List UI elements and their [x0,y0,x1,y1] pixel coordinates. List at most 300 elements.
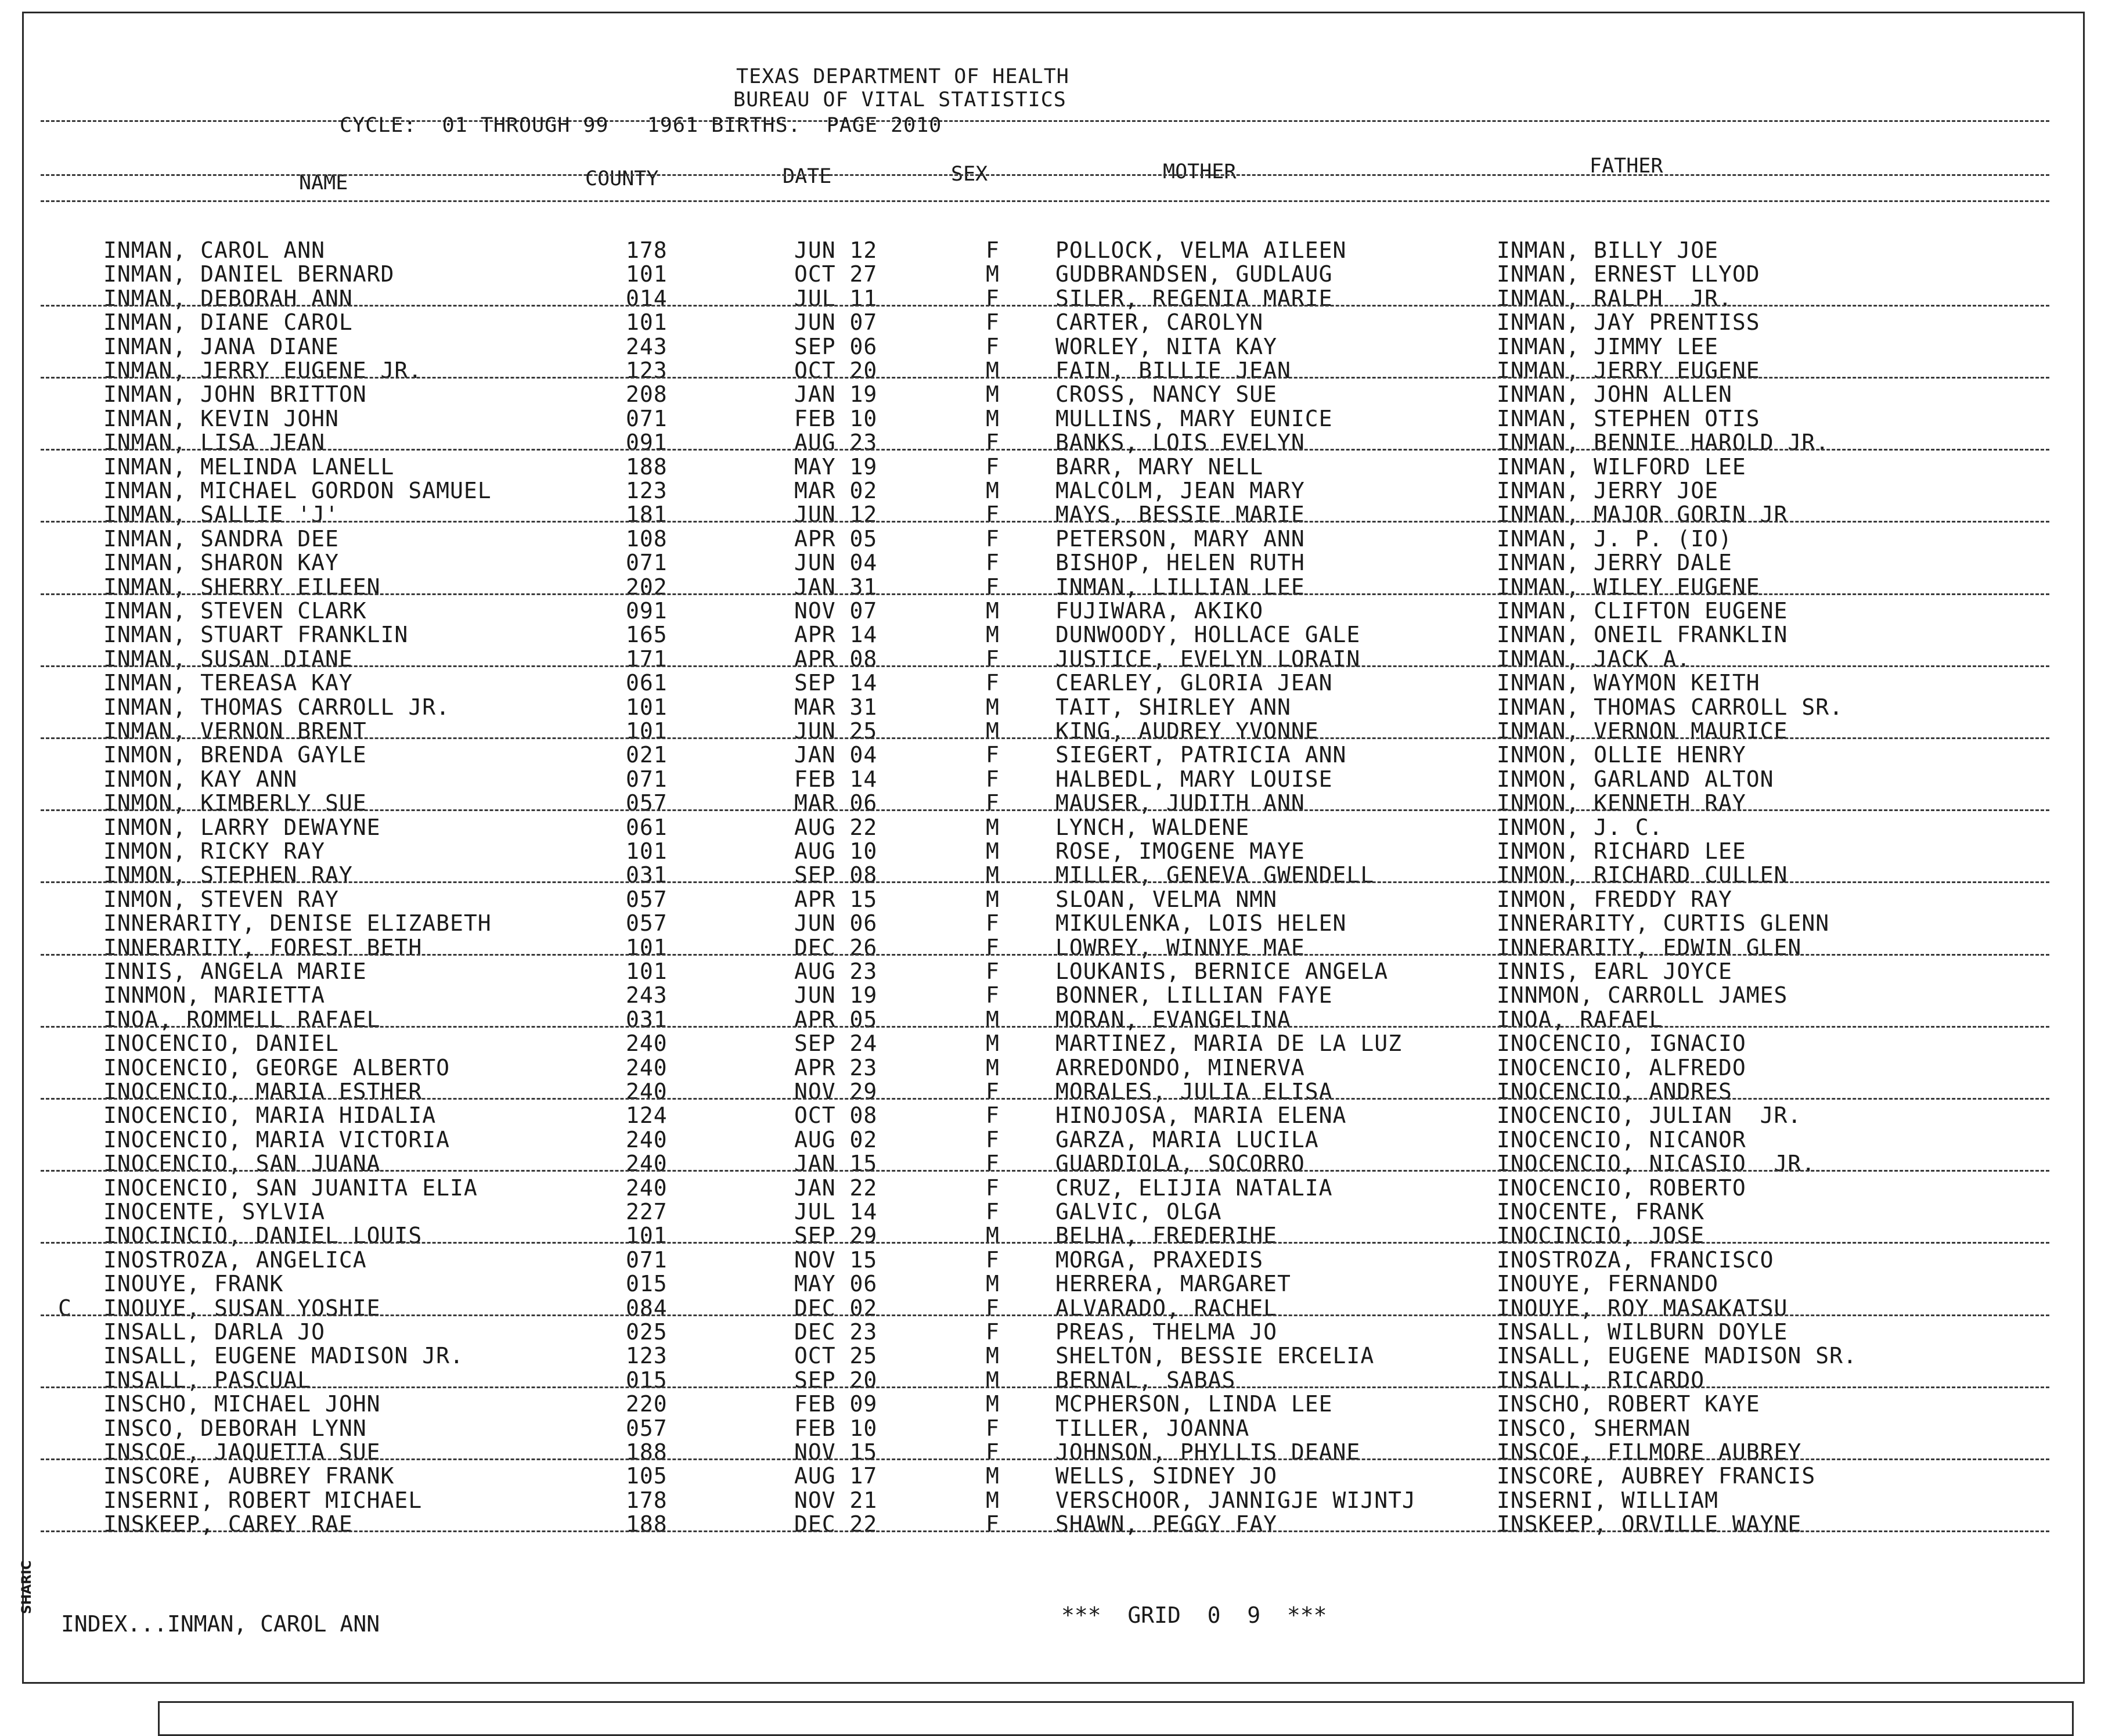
cell-name: INSERNI, ROBERT MICHAEL [103,1487,423,1513]
cell-sex: M [986,1487,1000,1513]
column-header-divider-bottom [41,200,2049,202]
cell-sex: F [986,1295,1000,1321]
cell-name: INMON, KIMBERLY SUE [103,790,367,816]
cell-father: INMAN, MAJOR GORIN JR [1497,502,1788,528]
cell-mother: GUDBRANDSEN, GUDLAUG [1055,261,1333,287]
table-row [0,430,2119,455]
row-divider [41,1170,2049,1172]
cell-father: INOCENCIO, NICASIO JR. [1497,1151,1816,1177]
cell-name: INMAN, DANIEL BERNARD [103,261,395,287]
cell-mother: JOHNSON, PHYLLIS DEANE [1055,1439,1361,1465]
cell-sex: F [986,1126,1000,1152]
cell-mother: BERNAL, SABAS [1055,1367,1236,1393]
cell-date: AUG 02 [794,1126,878,1152]
cell-mother: CROSS, NANCY SUE [1055,381,1278,408]
table-row [0,1200,2119,1224]
cell-name: INSKEEP, CAREY RAE [103,1511,353,1537]
cell-county: 101 [626,959,668,984]
cell-mother: TAIT, SHIRLEY ANN [1055,694,1291,720]
cell-county: 243 [626,333,668,359]
cell-date: FEB 14 [794,766,878,792]
cell-name: INOCENCIO, DANIEL [103,1031,339,1057]
cell-county: 031 [626,1006,668,1032]
table-row [0,406,2119,431]
cell-father: INOUYE, FERNANDO [1497,1271,1719,1297]
cell-mother: MALCOLM, JEAN MARY [1055,478,1305,503]
header-cycle: CYCLE: 01 THROUGH 99 1961 BIRTHS. PAGE 2010 [340,114,942,137]
cell-sex: M [986,1223,1000,1249]
cell-sex: M [986,694,1000,720]
cell-mother: LOUKANIS, BERNICE ANGELA [1055,959,1389,984]
cell-name: INMON, KAY ANN [103,766,298,792]
cell-father: INOCENTE, FRANK [1497,1199,1705,1224]
table-row [0,743,2119,767]
cell-mother: PETERSON, MARY ANN [1055,525,1305,552]
cell-sex: F [986,1103,1000,1129]
cell-father: INSALL, WILBURN DOYLE [1497,1319,1788,1345]
cell-name: INSCHO, MICHAEL JOHN [103,1391,381,1417]
cell-name: INOCENCIO, MARIA HIDALIA [103,1103,437,1129]
cell-mother: LOWREY, WINNYE MAE [1055,934,1305,960]
cell-date: MAR 31 [794,694,878,720]
cell-father: INMON, RICHARD CULLEN [1497,862,1788,888]
cell-mother: VERSCHOOR, JANNIGJE WIJNTJ [1055,1487,1416,1513]
cell-county: 101 [626,309,668,336]
cell-sex: M [986,598,1000,624]
cell-county: 178 [626,237,668,263]
header-bureau: BUREAU OF VITAL STATISTICS [733,88,1066,111]
cell-father: INMAN, JACK A. [1497,646,1691,672]
table-row [0,983,2119,1007]
cell-father: INOCENCIO, NICANOR [1497,1126,1746,1152]
cell-date: NOV 21 [794,1487,878,1513]
cell-name: INNIS, ANGELA MARIE [103,959,367,984]
cell-date: SEP 14 [794,670,878,696]
cell-sex: F [986,959,1000,984]
cell-county: 240 [626,1054,668,1081]
cell-mother: CRUZ, ELIJIA NATALIA [1055,1175,1333,1201]
cell-county: 101 [626,1223,668,1249]
cell-county: 243 [626,982,668,1009]
cell-name: INMON, LARRY DEWAYNE [103,814,381,840]
cell-father: INMON, KENNETH RAY [1497,790,1746,816]
cell-name: INMAN, MICHAEL GORDON SAMUEL [103,478,492,503]
cell-county: 240 [626,1126,668,1152]
cell-father: INMAN, JAY PRENTISS [1497,309,1760,336]
cell-name: INMAN, SHERRY EILEEN [103,574,381,600]
cell-county: 165 [626,622,668,648]
cell-father: INSCORE, AUBREY FRANCIS [1497,1463,1816,1489]
cell-county: 061 [626,814,668,840]
table-row [0,527,2119,551]
cell-date: OCT 27 [794,261,878,287]
cell-father: INMON, OLLIE HENRY [1497,742,1746,768]
cell-sex: M [986,1031,1000,1057]
table-row [0,959,2119,984]
cell-county: 061 [626,670,668,696]
cell-date: JUN 04 [794,550,878,576]
cell-county: 014 [626,285,668,311]
cell-date: SEP 24 [794,1031,878,1057]
cell-date: NOV 07 [794,598,878,624]
cell-date: FEB 09 [794,1391,878,1417]
table-row [0,262,2119,286]
cell-father: INOCENCIO, ALFREDO [1497,1054,1746,1081]
cell-father: INOSTROZA, FRANCISCO [1497,1247,1774,1273]
cell-name: INMAN, SUSAN DIANE [103,646,353,672]
cell-father: INMAN, JERRY DALE [1497,550,1732,576]
cell-name: INOUYE, FRANK [103,1271,284,1297]
cell-county: 057 [626,1415,668,1441]
cell-name: INNERARITY, FOREST BETH [103,934,423,960]
cell-name: INSCO, DEBORAH LYNN [103,1415,367,1441]
cell-date: JUN 19 [794,982,878,1009]
cell-sex: F [986,934,1000,960]
table-row [0,767,2119,791]
row-divider [41,521,2049,523]
cell-county: 071 [626,1247,668,1273]
cell-county: 084 [626,1295,668,1321]
cell-father: INMAN, VERNON MAURICE [1497,718,1788,744]
cell-county: 240 [626,1151,668,1177]
cell-sex: F [986,670,1000,696]
cell-name: INMAN, THOMAS CARROLL JR. [103,694,450,720]
cell-mother: POLLOCK, VELMA AILEEN [1055,237,1347,263]
cell-sex: F [986,1415,1000,1441]
cell-mother: ALVARADO, RACHEL [1055,1295,1278,1321]
cell-name: INMAN, JANA DIANE [103,333,339,359]
cell-date: JAN 15 [794,1151,878,1177]
cell-mother: JUSTICE, EVELYN LORAIN [1055,646,1361,672]
cell-name: INMON, RICKY RAY [103,838,326,864]
cell-mother: SHELTON, BESSIE ERCELIA [1055,1343,1375,1369]
cell-date: AUG 10 [794,838,878,864]
cell-date: AUG 22 [794,814,878,840]
table-row [0,911,2119,935]
cell-father: INMAN, JIMMY LEE [1497,333,1719,359]
cell-sex: F [986,1199,1000,1224]
cell-father: INMAN, JERRY JOE [1497,478,1719,503]
cell-county: 091 [626,598,668,624]
cell-father: INNIS, EARL JOYCE [1497,959,1732,984]
cell-mother: HERRERA, MARGARET [1055,1271,1291,1297]
cell-mother: CEARLEY, GLORIA JEAN [1055,670,1333,696]
cell-father: INSALL, EUGENE MADISON SR. [1497,1343,1857,1369]
cell-father: INMAN, RALPH JR. [1497,285,1732,311]
cell-date: SEP 29 [794,1223,878,1249]
cell-sex: M [986,622,1000,648]
table-row [0,1128,2119,1152]
table-row [0,1296,2119,1320]
cell-date: AUG 23 [794,430,878,456]
row-divider [41,809,2049,811]
cell-date: MAY 06 [794,1271,878,1297]
cell-father: INOA, RAFAEL [1497,1006,1663,1032]
table-row [0,599,2119,623]
cell-date: DEC 22 [794,1511,878,1537]
cell-sex: F [986,430,1000,456]
cell-mother: BARR, MARY NELL [1055,453,1264,480]
cell-county: 202 [626,574,668,600]
cell-date: JUN 12 [794,502,878,528]
cell-father: INMAN, CLIFTON EUGENE [1497,598,1788,624]
cell-sex: F [986,333,1000,359]
cell-name: INOUYE, SUSAN YOSHIE [103,1295,381,1321]
cell-date: APR 08 [794,646,878,672]
cell-sex: M [986,718,1000,744]
row-divider [41,1314,2049,1316]
cell-name: INMAN, KEVIN JOHN [103,405,339,431]
cell-flag: C [58,1295,72,1321]
cell-mother: FAIN, BILLIE JEAN [1055,358,1291,383]
cell-county: 123 [626,478,668,503]
cell-county: 071 [626,550,668,576]
cell-county: 188 [626,1439,668,1465]
cell-sex: F [986,1247,1000,1273]
table-row [0,310,2119,334]
cell-county: 188 [626,453,668,480]
table-row [0,671,2119,695]
table-row [0,887,2119,912]
cell-date: APR 23 [794,1054,878,1081]
cell-name: INOSTROZA, ANGELICA [103,1247,367,1273]
cell-mother: GALVIC, OLGA [1055,1199,1222,1224]
table-row [0,1320,2119,1344]
cell-father: INOCENCIO, IGNACIO [1497,1031,1746,1057]
cell-county: 105 [626,1463,668,1489]
cell-sex: M [986,814,1000,840]
cell-name: INMON, STEPHEN RAY [103,862,353,888]
table-row [0,455,2119,479]
cell-date: OCT 20 [794,358,878,383]
cell-date: MAR 02 [794,478,878,503]
cell-father: INSERNI, WILLIAM [1497,1487,1719,1513]
cell-mother: LYNCH, WALDENE [1055,814,1250,840]
table-row [0,502,2119,527]
cell-father: INOUYE, ROY MASAKATSU [1497,1295,1788,1321]
cell-sex: F [986,550,1000,576]
cell-sex: M [986,1463,1000,1489]
cell-mother: MORALES, JULIA ELISA [1055,1079,1333,1104]
row-divider [41,1386,2049,1388]
cell-county: 101 [626,261,668,287]
cell-sex: F [986,910,1000,937]
column-header-sex: SEX [951,163,988,186]
cell-mother: SILER, REGENIA MARIE [1055,285,1333,311]
cell-sex: M [986,1343,1000,1369]
cell-sex: F [986,766,1000,792]
table-row [0,478,2119,503]
cell-father: INMAN, JOHN ALLEN [1497,381,1732,408]
table-row [0,1223,2119,1248]
cell-name: INSCOE, JAQUETTA SUE [103,1439,381,1465]
table-row [0,935,2119,960]
cell-mother: TILLER, JOANNA [1055,1415,1250,1441]
cell-name: INOCINCIO, DANIEL LOUIS [103,1223,423,1249]
table-row [0,575,2119,599]
cell-county: 240 [626,1079,668,1104]
cell-mother: HINOJOSA, MARIA ELENA [1055,1103,1347,1129]
cell-name: INMAN, DEBORAH ANN [103,285,353,311]
cell-father: INSCOE, FILMORE AUBREY [1497,1439,1802,1465]
table-row [0,1103,2119,1128]
cell-sex: M [986,261,1000,287]
cell-sex: M [986,1391,1000,1417]
cell-father: INMON, GARLAND ALTON [1497,766,1774,792]
table-row [0,815,2119,840]
cell-mother: WELLS, SIDNEY JO [1055,1463,1278,1489]
cell-sex: F [986,1079,1000,1104]
cell-county: 124 [626,1103,668,1129]
cell-father: INMAN, BENNIE HAROLD JR. [1497,430,1830,456]
table-row [0,1079,2119,1104]
cell-name: INMON, BRENDA GAYLE [103,742,367,768]
cell-date: SEP 06 [794,333,878,359]
cell-sex: F [986,1511,1000,1537]
cell-county: 031 [626,862,668,888]
cell-name: INSALL, PASCUAL [103,1367,312,1393]
cell-name: INOCENCIO, GEORGE ALBERTO [103,1054,450,1081]
cell-mother: SLOAN, VELMA NMN [1055,886,1278,912]
table-row [0,1416,2119,1440]
cell-date: JUN 12 [794,237,878,263]
cell-name: INMAN, JERRY EUGENE JR. [103,358,423,383]
cell-date: MAY 19 [794,453,878,480]
cell-sex: M [986,381,1000,408]
cell-father: INNERARITY, CURTIS GLENN [1497,910,1830,937]
cell-sex: M [986,838,1000,864]
cell-father: INSALL, RICARDO [1497,1367,1705,1393]
cell-name: INOCENCIO, MARIA VICTORIA [103,1126,450,1152]
cell-sex: F [986,574,1000,600]
cell-mother: MORAN, EVANGELINA [1055,1006,1291,1032]
header-department: TEXAS DEPARTMENT OF HEALTH [736,65,1069,88]
table-row [0,1512,2119,1536]
cell-county: 123 [626,358,668,383]
cell-county: 057 [626,886,668,912]
cell-mother: SIEGERT, PATRICIA ANN [1055,742,1347,768]
cell-father: INMAN, WILFORD LEE [1497,453,1746,480]
cell-sex: M [986,1054,1000,1081]
cell-name: INMAN, CAROL ANN [103,237,326,263]
cell-county: 240 [626,1031,668,1057]
cell-sex: F [986,790,1000,816]
table-row [0,1031,2119,1056]
cell-mother: MILLER, GENEVA GWENDELL [1055,862,1375,888]
row-divider [41,1026,2049,1028]
cell-mother: DUNWOODY, HOLLACE GALE [1055,622,1361,648]
cell-sex: M [986,1367,1000,1393]
column-header-name: NAME [299,171,348,195]
table-row [0,334,2119,359]
cell-name: INMAN, SHARON KAY [103,550,339,576]
cell-name: INNERARITY, DENISE ELIZABETH [103,910,492,937]
cell-county: 108 [626,525,668,552]
cell-father: INOCENCIO, ANDRES [1497,1079,1732,1104]
cell-sex: M [986,1271,1000,1297]
table-row [0,622,2119,647]
cell-name: INNMON, MARIETTA [103,982,326,1009]
cell-sex: F [986,646,1000,672]
cell-date: APR 14 [794,622,878,648]
cell-date: OCT 08 [794,1103,878,1129]
cell-name: INSALL, DARLA JO [103,1319,326,1345]
cell-name: INMAN, DIANE CAROL [103,309,353,336]
cell-sex: M [986,862,1000,888]
cell-name: INMAN, LISA JEAN [103,430,326,456]
cell-county: 220 [626,1391,668,1417]
cell-date: SEP 20 [794,1367,878,1393]
cell-date: NOV 15 [794,1247,878,1273]
cell-father: INSCHO, ROBERT KAYE [1497,1391,1760,1417]
cell-father: INOCENCIO, JULIAN JR. [1497,1103,1802,1129]
cell-mother: MAYS, BESSIE MARIE [1055,502,1305,528]
cell-mother: MARTINEZ, MARIA DE LA LUZ [1055,1031,1402,1057]
cell-name: INMAN, SALLIE 'J' [103,502,339,528]
cell-sex: F [986,285,1000,311]
cell-date: OCT 25 [794,1343,878,1369]
row-divider [41,1530,2049,1532]
cell-name: INSCORE, AUBREY FRANK [103,1463,395,1489]
table-row [0,1368,2119,1392]
cell-father: INMON, J. C. [1497,814,1663,840]
cell-name: INMAN, SANDRA DEE [103,525,339,552]
cell-father: INOCINCIO, JOSE [1497,1223,1705,1249]
table-row [0,1440,2119,1464]
table-row [0,695,2119,719]
cell-sex: F [986,1439,1000,1465]
cell-father: INMAN, J. P. (IO) [1497,525,1732,552]
cell-date: APR 15 [794,886,878,912]
cell-sex: F [986,525,1000,552]
cell-father: INMAN, JERRY EUGENE [1497,358,1760,383]
column-header-mother: MOTHER [1163,160,1237,183]
cell-date: JUN 25 [794,718,878,744]
cell-date: JAN 22 [794,1175,878,1201]
table-row [0,719,2119,743]
cell-county: 091 [626,430,668,456]
cell-name: INOCENCIO, SAN JUANA [103,1151,381,1177]
table-row [0,863,2119,887]
cell-county: 171 [626,646,668,672]
cell-sex: F [986,237,1000,263]
cell-name: INOCENCIO, SAN JUANITA ELIA [103,1175,478,1201]
cell-county: 015 [626,1367,668,1393]
cell-county: 188 [626,1511,668,1537]
cell-sex: M [986,478,1000,503]
cell-mother: FUJIWARA, AKIKO [1055,598,1264,624]
table-row [0,647,2119,671]
cell-mother: MORGA, PRAXEDIS [1055,1247,1264,1273]
cell-date: AUG 17 [794,1463,878,1489]
cell-date: JUL 11 [794,285,878,311]
cell-mother: MCPHERSON, LINDA LEE [1055,1391,1333,1417]
cell-date: JUL 14 [794,1199,878,1224]
cell-date: APR 05 [794,1006,878,1032]
cell-date: DEC 26 [794,934,878,960]
cell-sex: M [986,358,1000,383]
cell-mother: ROSE, IMOGENE MAYE [1055,838,1305,864]
cell-father: INMAN, ONEIL FRANKLIN [1497,622,1788,648]
cell-county: 240 [626,1175,668,1201]
footer-grid: *** GRID 0 9 *** [1061,1602,1327,1628]
cell-county: 101 [626,694,668,720]
cell-county: 025 [626,1319,668,1345]
cell-date: JAN 19 [794,381,878,408]
cell-date: JUN 06 [794,910,878,937]
row-divider [41,737,2049,739]
cell-sex: M [986,405,1000,431]
